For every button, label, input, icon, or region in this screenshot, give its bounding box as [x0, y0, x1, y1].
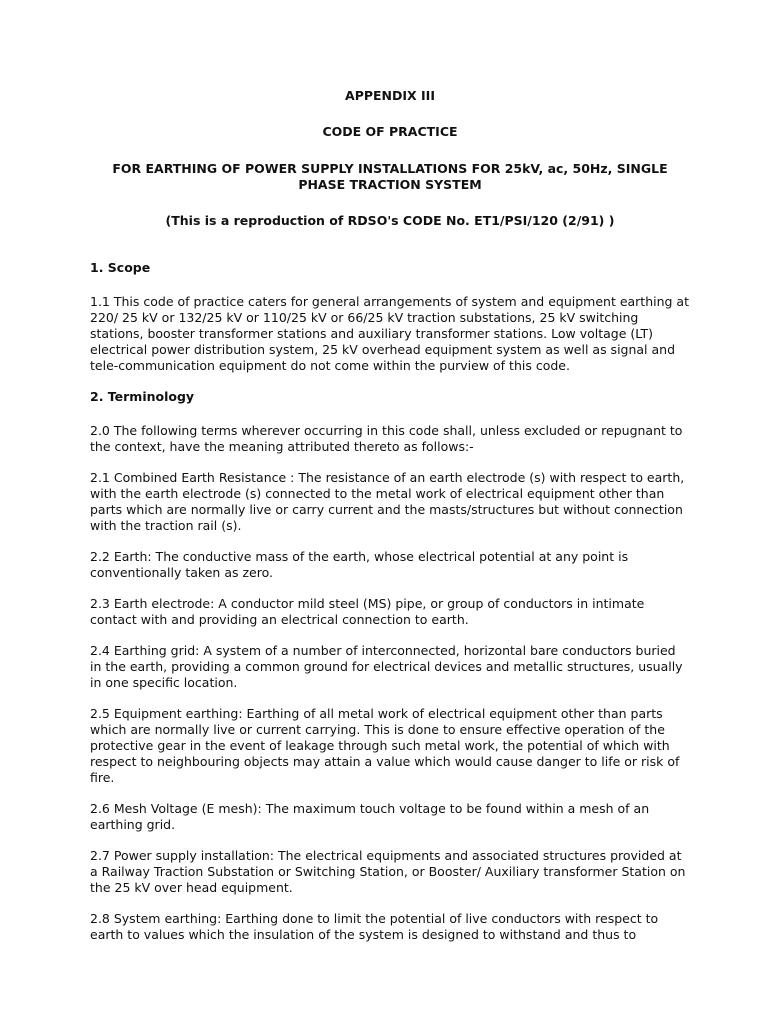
code-of-practice-heading: CODE OF PRACTICE — [322, 124, 458, 139]
paragraph-2-3: 2.3 Earth electrode: A conductor mild steel (MS) pipe, or group of conductors in intimate contact with and providing an electrical connection to earth. — [90, 596, 645, 627]
paragraph-2-4: 2.4 Earthing grid: A system of a number of interconnected, horizontal bare conductors buried in the earth, providing a common ground for electrical devices and metallic structures, usually in one specific location. — [90, 643, 683, 690]
document-title: FOR EARTHING OF POWER SUPPLY INSTALLATIONS FOR 25kV, ac, 50Hz, SINGLE PHASE TRACTION SYSTEM — [112, 161, 668, 192]
document-page — [90, 88, 690, 958]
paragraph-2-1: 2.1 Combined Earth Resistance : The resistance of an earth electrode (s) with respect to earth, with the earth electrode (s) connected to the metal work of electrical equipment other than parts which are normally live or carry current and the masts/structures but without connection with the traction rail (s). — [90, 470, 685, 533]
paragraph-2-2: 2.2 Earth: The conductive mass of the earth, whose electrical potential at any point is conventionally taken as zero. — [90, 549, 629, 580]
paragraph-2-6: 2.6 Mesh Voltage (E mesh): The maximum touch voltage to be found within a mesh of an earthing grid. — [90, 801, 650, 832]
paragraph-2-5: 2.5 Equipment earthing: Earthing of all metal work of electrical equipment other than parts which are normally live or current carrying. This is done to ensure effective operation of the protective gear in the event of leakage through such metal work, the potential of which with respect to neighbouring objects may attain a value which would cause danger to life or risk of fire. — [90, 706, 680, 785]
appendix-heading: APPENDIX III — [345, 88, 435, 103]
section-heading-terminology: 2. Terminology — [90, 389, 195, 404]
paragraph-2-8: 2.8 System earthing: Earthing done to limit the potential of live conductors with respect to earth to values which the insulation of the system is designed to withstand and thus to — [90, 911, 659, 942]
reproduction-note: (This is a reproduction of RDSO's CODE No. ET1/PSI/120 (2/91) ) — [165, 213, 615, 228]
paragraph-1-1: 1.1 This code of practice caters for general arrangements of system and equipment earthing at 220/ 25 kV or 132/25 kV or 110/25 kV or 66/25 kV traction substations, 25 kV switching stations, booster transformer stations and auxiliary transformer stations. Low voltage (LT) electrical power distribution system, 25 kV overhead equipment system as well as signal and tele-communication equipment do not come within the purview of this code. — [90, 294, 689, 373]
paragraph-2-7: 2.7 Power supply installation: The electrical equipments and associated structures provided at a Railway Traction Substation or Switching Station, or Booster/ Auxiliary transformer Station on the 25 kV over head equipment. — [90, 848, 686, 895]
section-heading-scope: 1. Scope — [90, 260, 151, 275]
paragraph-2-0: 2.0 The following terms wherever occurring in this code shall, unless excluded or repugnant to the context, have the meaning attributed thereto as follows:- — [90, 423, 683, 454]
